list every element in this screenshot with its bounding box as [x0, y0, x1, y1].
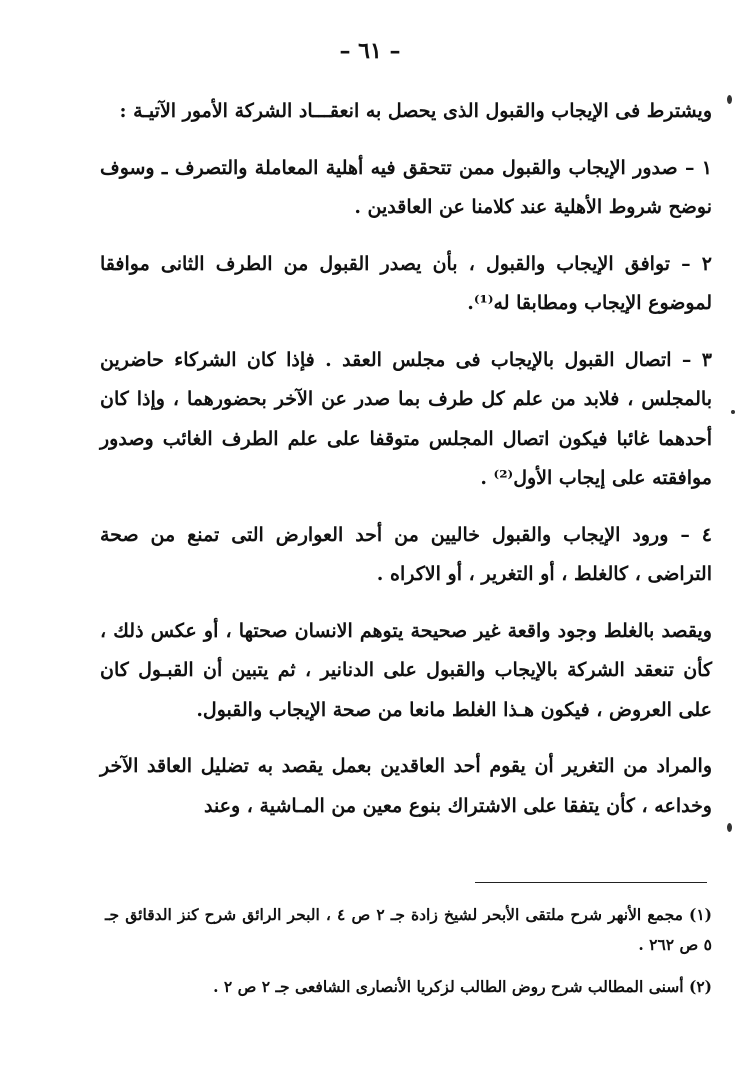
paragraph-mistake: ويقصد بالغلط وجود واقعة غير صحيحة يتوهم الانسان صحتها ، أو عكس ذلك ، كأن تنعقد الشركة بالإيجاب والقبول على الدنانير ، ثم يتبين أن القبـول كان على العروض ، فيكون هـذا الغلط مانعا من صحة الإيجاب والقبول.: [100, 619, 712, 721]
paragraph-condition-1: ١ – صدور الإيجاب والقبول ممن تتحقق فيه أهلية المعاملة والتصرف ـ وسوف نوضح شروط الأهلية عند كلامنا عن العاقدين .: [100, 156, 712, 218]
scan-speck: [731, 410, 735, 414]
scan-speck: [727, 95, 732, 104]
paragraph-deception: والمراد من التغرير أن يقوم أحد العاقدين بعمل يقصد به تضليل العاقد الآخر وخداعه ، كأن يتفقا على الاشتراك بنوع معين من المـاشية ، وعند: [100, 755, 712, 817]
footnote-divider: [475, 882, 707, 883]
footnote-1: (١) مجمع الأنهر شرح ملتقى الأبحر لشيخ زادة جـ ٢ ص ٤ ، البحر الرائق شرح كنز الدقائق جـ ٥ ص ٢٦٢ .: [105, 905, 712, 954]
paragraph-condition-3: ٣ – اتصال القبول بالإيجاب فى مجلس العقد . فإذا كان الشركاء حاضرين بالمجلس ، فلابد من علم كل طرف بما صدر عن الآخر بحضورهما ، وإذا كان أحدهما غائبا فيكون اتصال المجلس متوقفا على علم الطرف الغائب وصدور موافقته على إيجاب الأول⁽²⁾ .: [100, 348, 712, 489]
scan-speck: [727, 823, 732, 832]
body-text: [100, 92, 712, 843]
paragraph-condition-4: ٤ – ورود الإيجاب والقبول خاليين من أحد العوارض التى تمنع من صحة التراضى ، كالغلط ، أو التغرير ، أو الاكراه .: [100, 523, 712, 585]
paragraph-intro: ويشترط فى الإيجاب والقبول الذى يحصل به انعقـــاد الشركة الأمور الآتيـة :: [119, 100, 712, 122]
footnotes: [105, 900, 712, 1014]
paragraph-condition-2: ٢ – توافق الإيجاب والقبول ، بأن يصدر القبول من الطرف الثانى موافقا لموضوع الإيجاب ومطابقا له⁽¹⁾.: [100, 252, 712, 314]
page-number: – ٦١ –: [339, 38, 401, 64]
footnote-2: (٢) أسنى المطالب شرح روض الطالب لزكريا الأنصارى الشافعى جـ ٢ ص ٢ .: [213, 977, 712, 996]
